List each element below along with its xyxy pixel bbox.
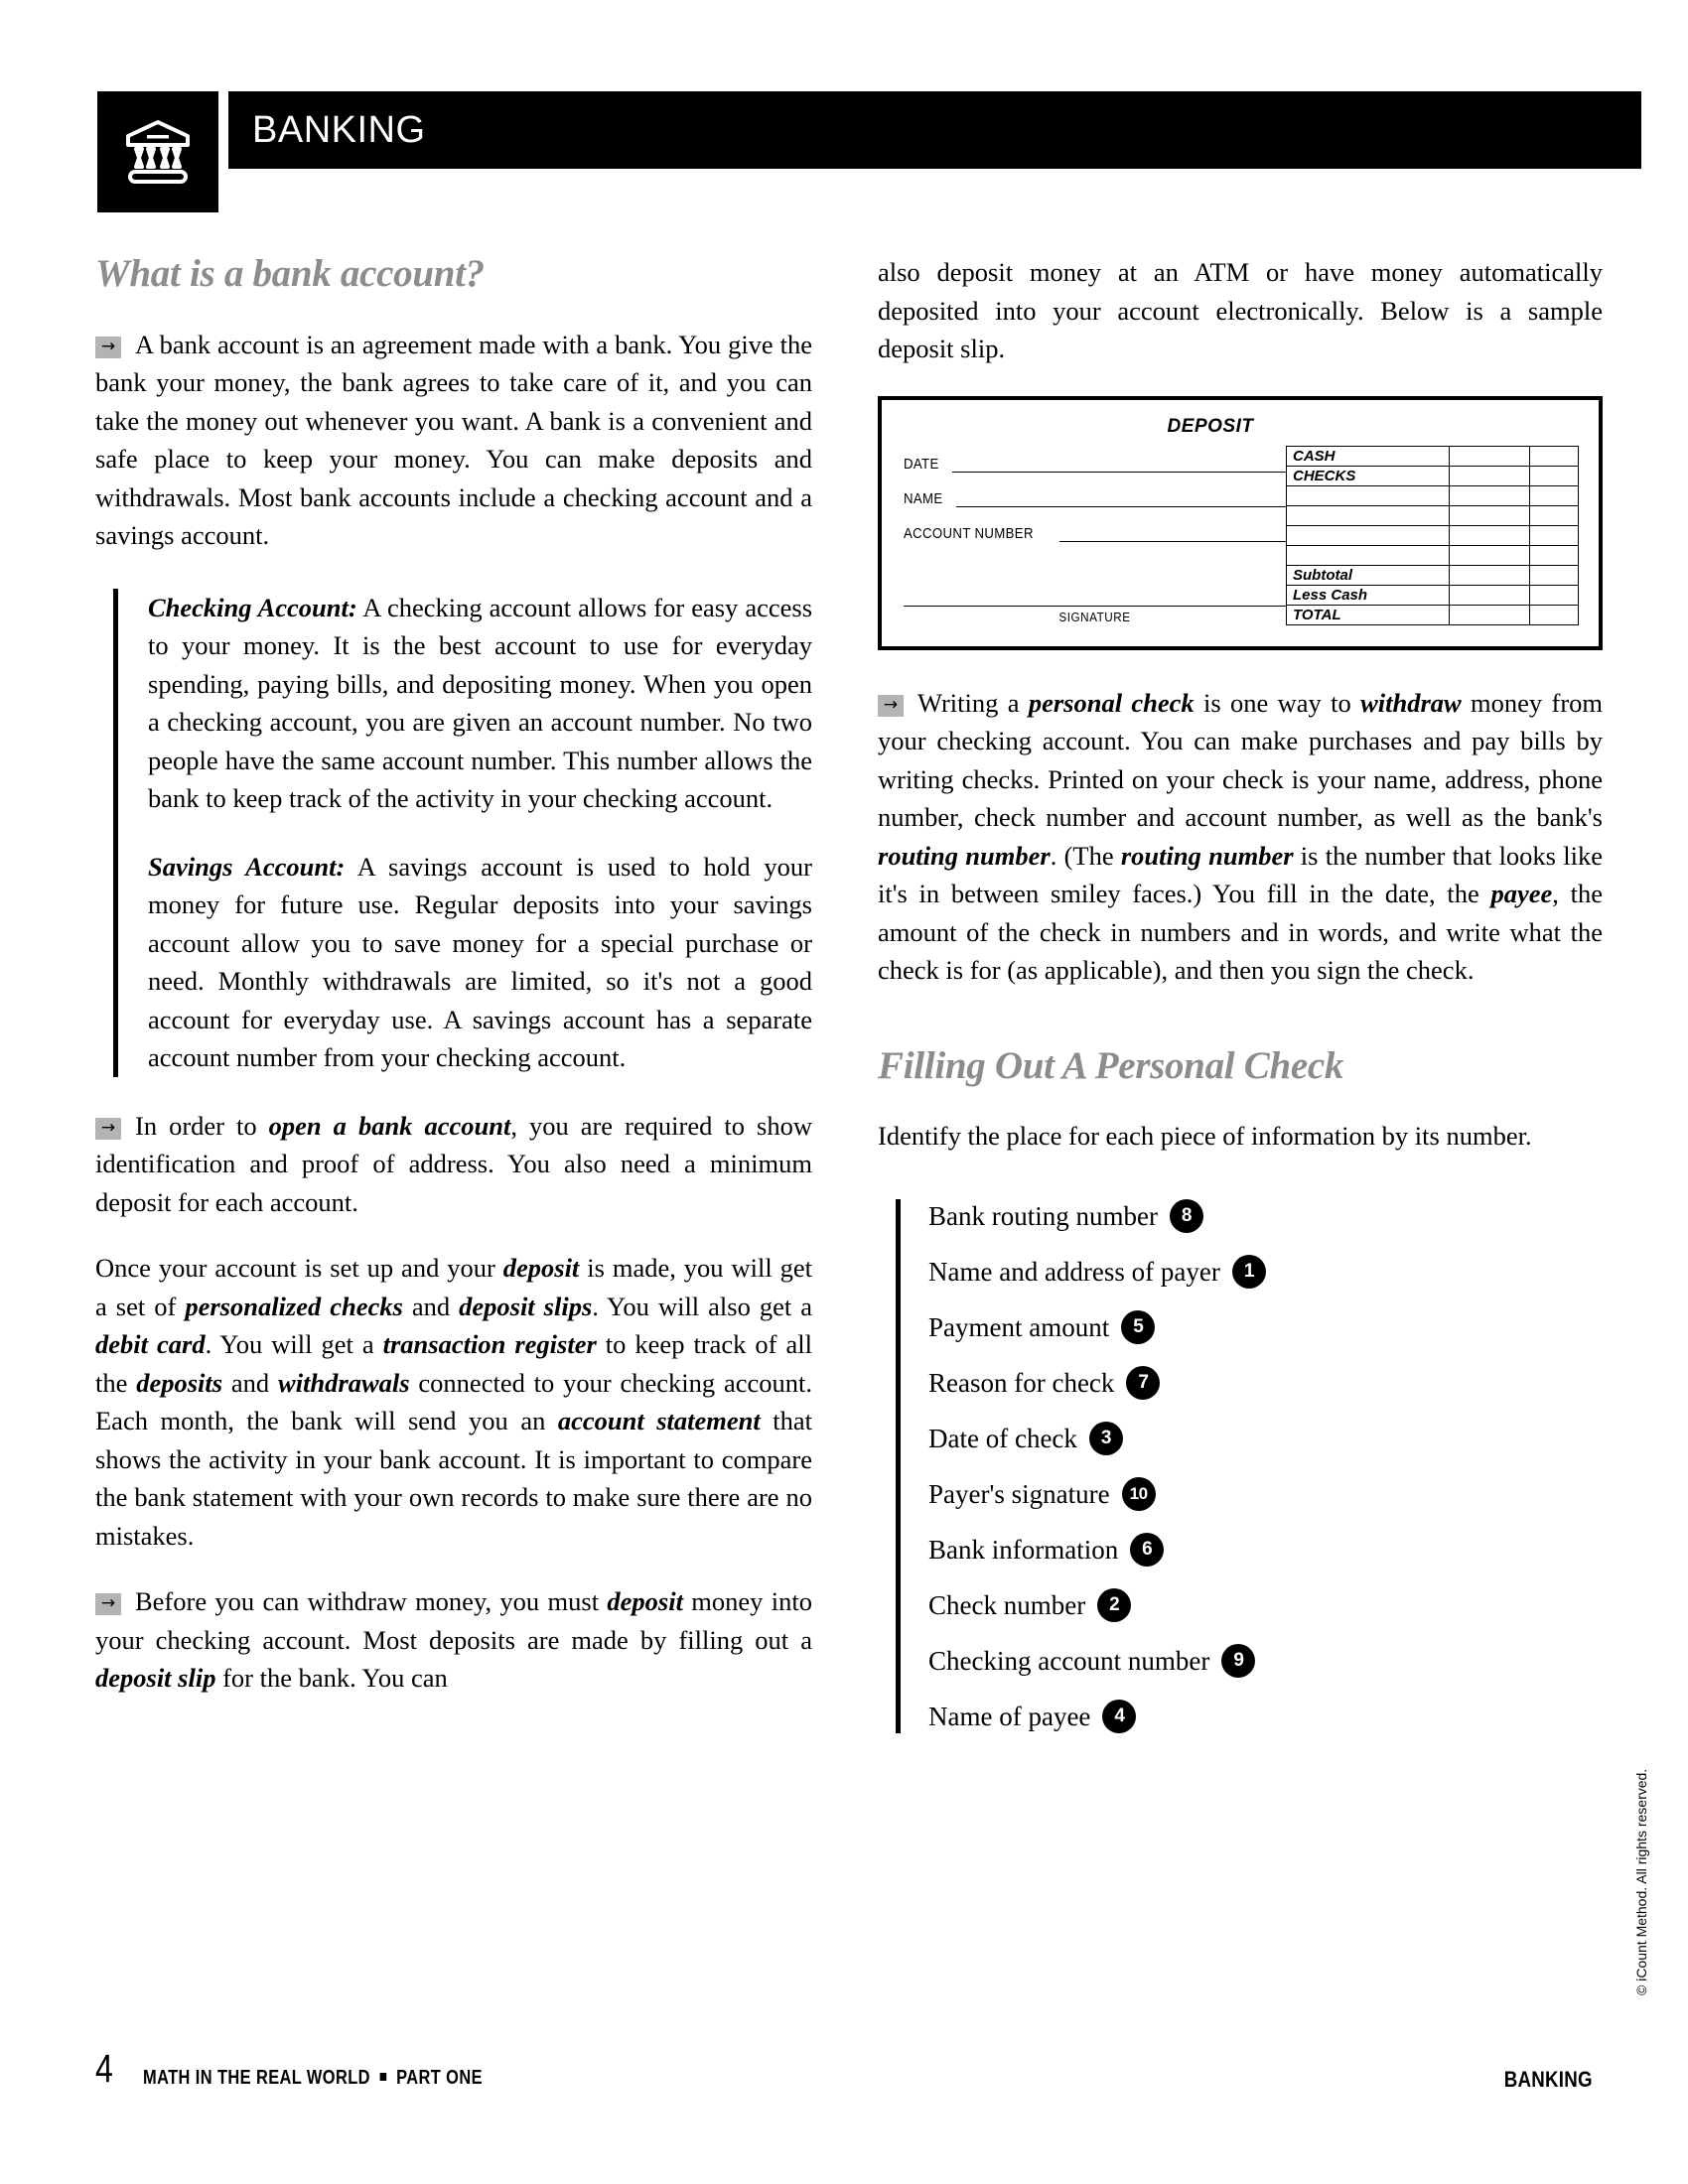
arrow-bullet-icon: → bbox=[95, 1118, 121, 1140]
text-fragment: , you are required to show identification and proof of address. You also need a minimum deposit for each account. bbox=[95, 1110, 812, 1217]
list-item bbox=[928, 1533, 1603, 1567]
table-row bbox=[1287, 446, 1579, 466]
arrow-bullet-icon: → bbox=[95, 1593, 121, 1615]
list-item-label: Reason for check bbox=[928, 1367, 1115, 1398]
row-label: Less Cash bbox=[1287, 585, 1450, 605]
list-item bbox=[928, 1199, 1603, 1233]
deposit-slip-field-name bbox=[904, 490, 1286, 507]
row-label bbox=[1287, 485, 1450, 505]
emphasis-debit-card: debit card bbox=[95, 1329, 206, 1360]
page-number: 4 bbox=[95, 2047, 113, 2091]
list-item bbox=[928, 1644, 1603, 1678]
row-label bbox=[1287, 505, 1450, 525]
amount-cell-dollars bbox=[1450, 525, 1530, 545]
signature-caption: SIGNATURE bbox=[1058, 609, 1131, 624]
signature-line bbox=[904, 605, 1286, 607]
amount-cell-cents bbox=[1530, 505, 1579, 525]
amount-cell-cents bbox=[1530, 466, 1579, 485]
row-label bbox=[1287, 525, 1450, 545]
list-item-label: Payer's signature bbox=[928, 1478, 1110, 1509]
list-item bbox=[928, 1700, 1603, 1733]
deposit-slip-field-account-number bbox=[904, 525, 1286, 542]
table-row bbox=[1287, 545, 1579, 565]
list-item-number-badge: 5 bbox=[1121, 1310, 1155, 1344]
paragraph-personal-check bbox=[878, 684, 1603, 990]
list-item-label: Name of payee bbox=[928, 1701, 1091, 1731]
text-fragment: and bbox=[402, 1291, 460, 1321]
list-item bbox=[928, 1310, 1603, 1344]
row-label bbox=[1287, 545, 1450, 565]
amount-cell-dollars bbox=[1450, 485, 1530, 505]
list-item-number-badge: 9 bbox=[1221, 1644, 1255, 1678]
right-column bbox=[878, 253, 1603, 1733]
text-fragment: Writing a bbox=[917, 687, 1029, 718]
text-fragment: and bbox=[222, 1367, 279, 1398]
amount-cell-cents bbox=[1530, 485, 1579, 505]
emphasis-deposit: deposit bbox=[607, 1586, 683, 1617]
table-row bbox=[1287, 466, 1579, 485]
amount-cell-cents bbox=[1530, 565, 1579, 585]
arrow-bullet-icon: → bbox=[95, 337, 121, 358]
emphasis-transaction-register: transaction register bbox=[382, 1329, 597, 1360]
emphasis-personalized-checks: personalized checks bbox=[185, 1291, 403, 1321]
paragraph-open-a-bank-account bbox=[95, 1107, 812, 1222]
text-fragment: Before you can withdraw money, you must bbox=[135, 1586, 608, 1617]
checking-account-label: Checking Account: bbox=[148, 592, 357, 622]
list-item-number-badge: 2 bbox=[1097, 1588, 1131, 1622]
list-item-label: Check number bbox=[928, 1589, 1086, 1620]
deposit-slip-field-date bbox=[904, 456, 1286, 473]
paragraph-instruction: Identify the place for each piece of information by its number. bbox=[878, 1121, 1532, 1152]
field-label: NAME bbox=[904, 489, 943, 507]
list-item-label: Payment amount bbox=[928, 1311, 1110, 1342]
field-writing-line bbox=[956, 493, 1286, 507]
section-heading-what-is-a-bank-account: What is a bank account? bbox=[95, 252, 485, 295]
list-item bbox=[928, 1422, 1603, 1455]
amount-cell-cents bbox=[1530, 545, 1579, 565]
paragraph-atm-deposit: also deposit money at an ATM or have money automatically deposited into your account electronically. Below is a sample deposit slip. bbox=[878, 257, 1603, 363]
separator-dot-icon bbox=[380, 2073, 387, 2081]
row-label: CASH bbox=[1287, 446, 1450, 466]
emphasis-personal-check: personal check bbox=[1028, 687, 1195, 718]
paragraph-before-withdraw bbox=[95, 1582, 812, 1698]
paragraph-checking-account bbox=[148, 589, 812, 818]
bank-building-icon bbox=[97, 91, 218, 212]
account-types-block bbox=[113, 589, 812, 1077]
amount-cell-dollars bbox=[1450, 565, 1530, 585]
savings-account-text: A savings account is used to hold your money for future use. Regular deposits into your savings account allow you to save money for a special purchase or need. Monthly withdrawals are limited, so it's not a good account for everyday use. A savings account has a separate account number from your checking account. bbox=[148, 851, 812, 1073]
emphasis-account-statement: account statement bbox=[557, 1406, 761, 1436]
deposit-slip-figure bbox=[878, 396, 1603, 650]
text-fragment: . You will also get a bbox=[592, 1291, 813, 1321]
amount-cell-dollars bbox=[1450, 605, 1530, 624]
list-item-label: Name and address of payer bbox=[928, 1256, 1220, 1287]
text-fragment: is made, you will get a set of bbox=[95, 1253, 812, 1321]
running-head-left bbox=[143, 2067, 483, 2090]
checking-account-text: A checking account allows for easy access to your money. It is the best account to use for everyday spending, paying bills, and depositing money. When you open a checking account, you are given an account number. No two people have the same account number. This number allows the bank to keep track of the activity in your checking account. bbox=[148, 592, 813, 814]
text-fragment: is the number that looks like it's in between smiley faces.) You fill in the date, the bbox=[878, 840, 1603, 908]
text-fragment: connected to your checking account. Each month, the bank will send you an bbox=[95, 1367, 813, 1436]
amount-cell-dollars bbox=[1450, 446, 1530, 466]
deposit-slip-fields bbox=[904, 456, 1286, 560]
text-fragment: is one way to bbox=[1194, 687, 1361, 718]
text-fragment: money from your checking account. You can make purchases and pay bills by writing checks. Printed on your check is your name, address, phone number, check number and account number, as well as the bank's bbox=[878, 687, 1604, 832]
running-head-part: PART ONE bbox=[396, 2067, 483, 2089]
paragraph-account-setup bbox=[95, 1249, 812, 1555]
table-row bbox=[1287, 485, 1579, 505]
header-title-bar bbox=[228, 91, 1641, 169]
emphasis-routing-number: routing number bbox=[1120, 840, 1294, 871]
running-head-title: MATH IN THE REAL WORLD bbox=[143, 2067, 370, 2089]
savings-account-label: Savings Account: bbox=[148, 851, 346, 882]
table-row bbox=[1287, 525, 1579, 545]
emphasis-deposit: deposit bbox=[502, 1253, 580, 1284]
text-fragment: . You will get a bbox=[205, 1329, 383, 1360]
row-label: TOTAL bbox=[1287, 605, 1450, 624]
text-fragment: for the bank. You can bbox=[215, 1663, 448, 1694]
table-row bbox=[1287, 505, 1579, 525]
paragraph-text: A bank account is an agreement made with a bank. You give the bank your money, the bank agrees to take care of it, and you can take the money out whenever you want. A bank is a convenient and safe place to keep your money. You can make deposits and withdrawals. Most bank accounts include a checking account and a savings account. bbox=[95, 329, 812, 551]
table-row bbox=[1287, 585, 1579, 605]
list-item-label: Bank routing number bbox=[928, 1200, 1158, 1231]
row-label: Subtotal bbox=[1287, 565, 1450, 585]
list-item bbox=[928, 1366, 1603, 1400]
list-item-number-badge: 3 bbox=[1089, 1422, 1123, 1455]
check-parts-list bbox=[896, 1199, 1603, 1733]
list-item-number-badge: 4 bbox=[1102, 1700, 1136, 1733]
emphasis-deposits: deposits bbox=[136, 1367, 223, 1398]
emphasis-deposit-slip: deposit slip bbox=[95, 1663, 216, 1694]
list-item bbox=[928, 1477, 1603, 1511]
list-item bbox=[928, 1588, 1603, 1622]
text-fragment: In order to bbox=[135, 1110, 269, 1141]
emphasis-open-a-bank-account: open a bank account bbox=[268, 1110, 511, 1141]
amount-cell-dollars bbox=[1450, 585, 1530, 605]
deposit-slip-signature-area bbox=[904, 605, 1286, 624]
text-fragment: money into your checking account. Most deposits are made by filling out a bbox=[95, 1586, 812, 1655]
emphasis-withdrawals: withdrawals bbox=[278, 1367, 410, 1398]
amount-cell-dollars bbox=[1450, 466, 1530, 485]
emphasis-routing-number: routing number bbox=[878, 840, 1051, 871]
page-footer bbox=[95, 2047, 1593, 2103]
list-item-label: Date of check bbox=[928, 1423, 1077, 1453]
list-item-number-badge: 6 bbox=[1130, 1533, 1164, 1567]
running-head-right: BANKING bbox=[1503, 2067, 1593, 2092]
amount-cell-dollars bbox=[1450, 505, 1530, 525]
list-item-number-badge: 7 bbox=[1126, 1366, 1160, 1400]
amount-cell-cents bbox=[1530, 446, 1579, 466]
deposit-slip-amounts-table bbox=[1286, 446, 1579, 625]
table-row bbox=[1287, 565, 1579, 585]
field-writing-line bbox=[1059, 528, 1286, 542]
amount-cell-cents bbox=[1530, 605, 1579, 624]
field-label: DATE bbox=[904, 455, 939, 473]
paragraph-savings-account bbox=[148, 848, 812, 1077]
text-fragment: that shows the activity in your bank account. It is important to compare the bank statement with your own records to make sure there are no mistakes. bbox=[95, 1406, 812, 1551]
section-heading-filling-out-a-personal-check: Filling Out A Personal Check bbox=[878, 1043, 1344, 1087]
page-header bbox=[97, 91, 1641, 212]
list-item-number-badge: 8 bbox=[1170, 1199, 1203, 1233]
list-item-number-badge: 10 bbox=[1122, 1477, 1156, 1511]
field-label: ACCOUNT NUMBER bbox=[904, 524, 1034, 542]
emphasis-payee: payee bbox=[1490, 879, 1553, 908]
row-label: CHECKS bbox=[1287, 466, 1450, 485]
copyright-notice: © iCount Method. All rights reserved. bbox=[1633, 1768, 1649, 1995]
amount-cell-cents bbox=[1530, 585, 1579, 605]
emphasis-deposit-slips: deposit slips bbox=[459, 1291, 593, 1321]
paragraph-bank-account-definition bbox=[95, 326, 812, 555]
amount-cell-cents bbox=[1530, 525, 1579, 545]
text-fragment: , the amount of the check in numbers and in words, and write what the check is for (as applicable), and then you sign the check. bbox=[878, 879, 1603, 985]
emphasis-withdraw: withdraw bbox=[1360, 687, 1462, 718]
page-title: BANKING bbox=[252, 109, 426, 151]
table-row bbox=[1287, 605, 1579, 624]
list-item-label: Bank information bbox=[928, 1534, 1119, 1565]
arrow-bullet-icon: → bbox=[878, 695, 904, 717]
text-fragment: Once your account is set up and your bbox=[95, 1253, 503, 1284]
left-column bbox=[95, 253, 812, 1698]
field-writing-line bbox=[952, 459, 1287, 473]
text-fragment: . (The bbox=[1050, 840, 1121, 871]
text-fragment: to keep track of all the bbox=[95, 1329, 812, 1398]
list-item-label: Checking account number bbox=[928, 1645, 1210, 1676]
list-item bbox=[928, 1255, 1603, 1289]
amount-cell-dollars bbox=[1450, 545, 1530, 565]
list-item-number-badge: 1 bbox=[1232, 1255, 1266, 1289]
deposit-slip-title: DEPOSIT bbox=[1167, 415, 1254, 437]
